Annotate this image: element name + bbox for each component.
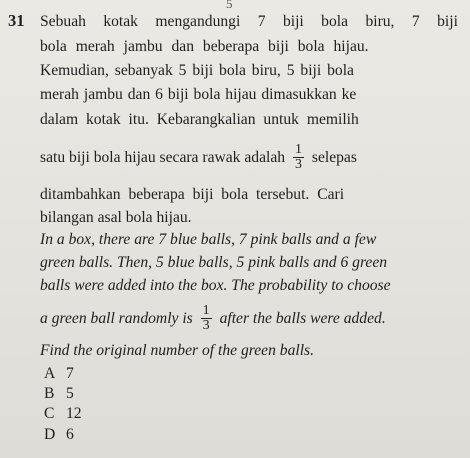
word: kotak [103, 13, 138, 30]
probability-fraction-malay [293, 143, 304, 172]
word: mengandungi [155, 13, 241, 30]
question-text-english-line-3: balls were added into the box. The probability to choose [40, 277, 391, 294]
option-letter: A [44, 365, 56, 382]
question-text-malay-line-7: ditambahkan beberapa biji bola tersebut. Cari [40, 186, 345, 203]
word: 7 [411, 13, 420, 30]
option-a[interactable] [44, 364, 74, 384]
option-b[interactable] [44, 384, 74, 404]
word: biru, [365, 13, 395, 30]
option-value: 6 [66, 426, 74, 443]
option-value: 7 [66, 365, 74, 382]
fraction-denominator: 3 [202, 318, 210, 333]
word: biji [437, 13, 458, 30]
english-line-4-before: a green ball randomly is [40, 310, 193, 328]
page-top-mark: 5 [226, 0, 233, 11]
word: biji [282, 13, 304, 30]
option-c[interactable] [44, 404, 82, 424]
question-text-malay-line-2: bola merah jambu dan beberapa biji bola hijau. [40, 38, 369, 55]
english-line-4-after: after the balls were added. [219, 310, 386, 328]
question-text-english-line-2: green balls. Then, 5 blue balls, 5 pink balls and 6 green [40, 254, 388, 271]
fraction-denominator: 3 [294, 157, 302, 172]
question-text-english-line-5: Find the original number of the green balls. [40, 342, 315, 359]
question-text-malay-line-4: merah jambu dan 6 biji bola hijau dimasukkan ke [40, 86, 357, 103]
option-value: 5 [66, 385, 74, 402]
option-d[interactable] [44, 425, 74, 445]
question-text-malay-line-1 [40, 12, 458, 32]
question-number: 31 [8, 11, 25, 30]
word: bola [321, 13, 349, 30]
option-letter: B [44, 385, 55, 402]
question-text-malay-line-3: Kemudian, sebanyak 5 biji bola biru, 5 biji bola [40, 62, 354, 79]
malay-line-6-before: satu biji bola hijau secara rawak adalah [40, 149, 286, 167]
question-text-malay-line-8: bilangan asal bola hijau. [40, 209, 192, 226]
fraction-numerator: 1 [294, 142, 302, 157]
option-letter: D [44, 426, 56, 443]
option-letter: C [44, 405, 55, 422]
fraction-numerator: 1 [202, 303, 210, 318]
probability-fraction-english [201, 304, 212, 333]
question-text-malay-line-5: dalam kotak itu. Kebarangkalian untuk memilih [40, 111, 359, 128]
question-text-english-line-1: In a box, there are 7 blue balls, 7 pink balls and a few [40, 231, 377, 248]
option-value: 12 [66, 405, 82, 422]
malay-line-6-after: selepas [311, 149, 357, 167]
word: Sebuah [40, 13, 86, 30]
question-text-malay-line-6 [40, 144, 357, 173]
word: 7 [257, 13, 266, 30]
question-text-english-line-4 [40, 305, 386, 334]
